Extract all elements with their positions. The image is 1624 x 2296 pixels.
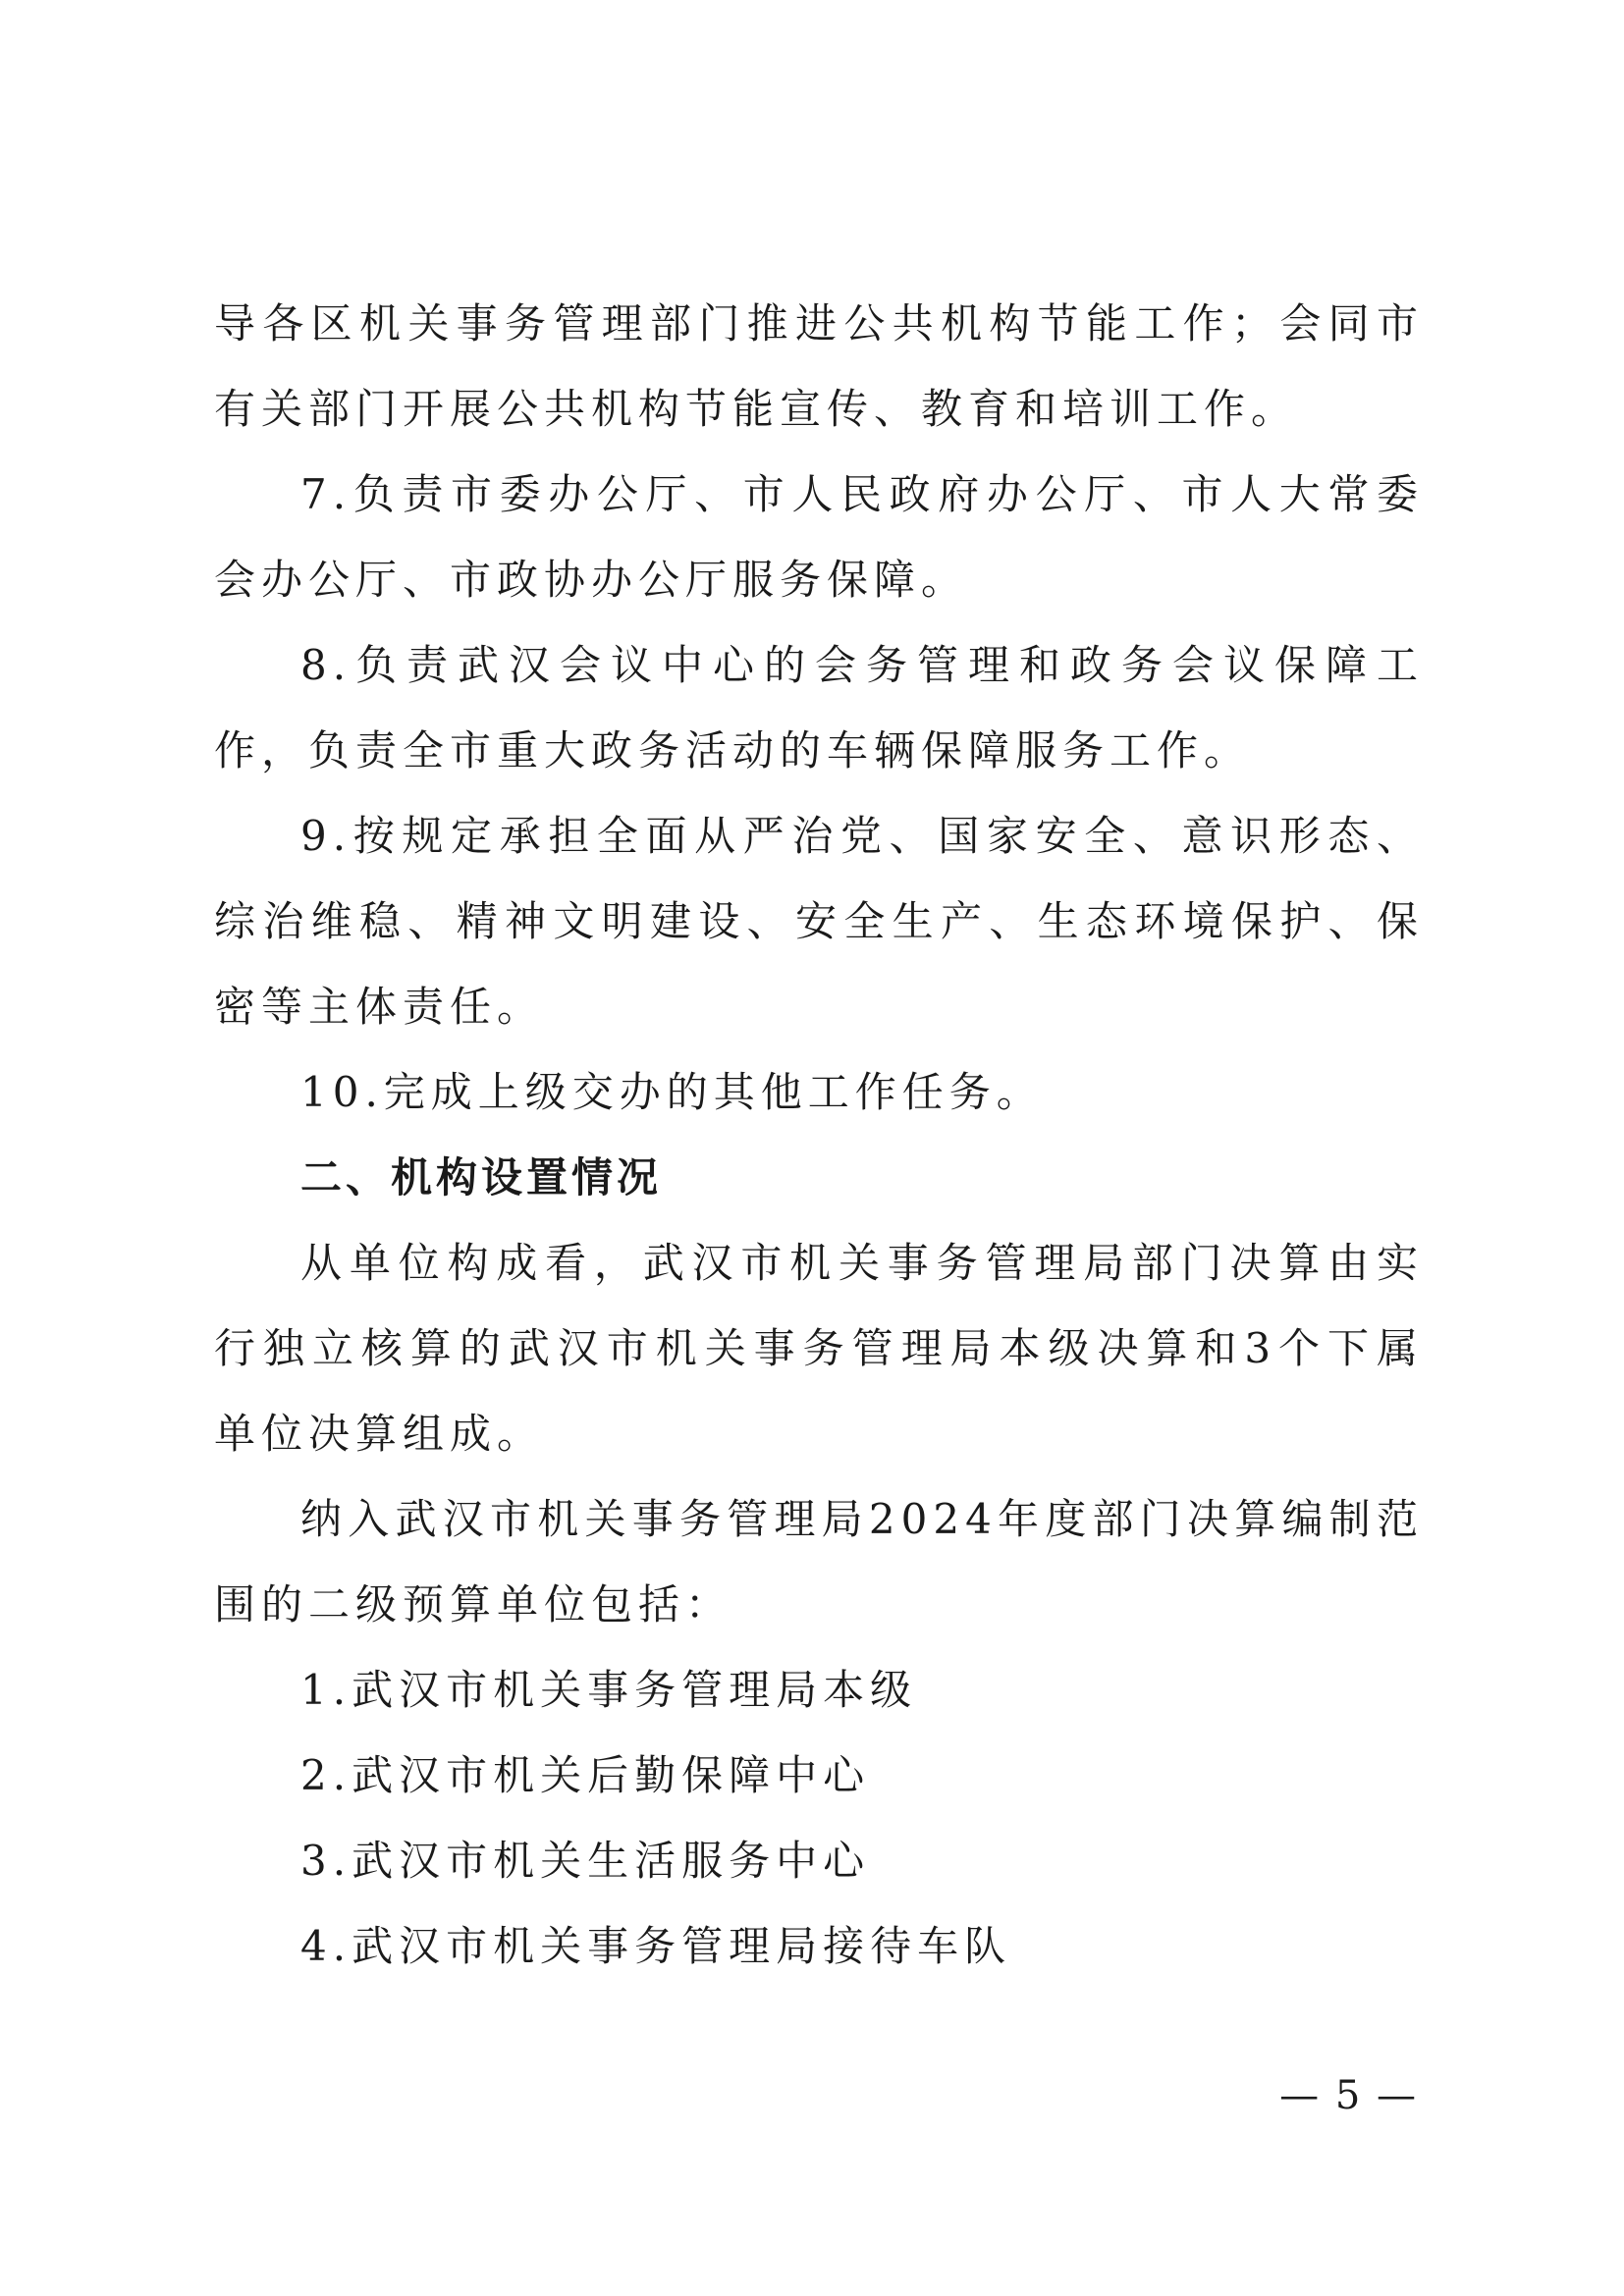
paragraph-continuation: 导各区机关事务管理部门推进公共机构节能工作；会同市有关部门开展公共机构节能宣传、教育和培训工作。	[214, 299, 1424, 433]
paragraph-item-9: 9.按规定承担全面从严治党、国家安全、意识形态、综治维稳、精神文明建设、安全生产、生态环境保护、保密等主体责任。	[214, 812, 1424, 1031]
paragraph-item-8: 8.负责武汉会议中心的会务管理和政务会议保障工作，负责全市重大政务活动的车辆保障服务工作。	[214, 641, 1424, 774]
unit-list-item: 2.武汉市机关后勤保障中心	[300, 1751, 871, 1799]
paragraph-intro: 从单位构成看，武汉市机关事务管理局部门决算由实行独立核算的武汉市机关事务管理局本级决算和3个下属单位决算组成。	[214, 1239, 1424, 1458]
page-number: — 5 —	[1279, 2073, 1418, 2118]
document-body	[214, 281, 1424, 1989]
unit-list-item: 1.武汉市机关事务管理局本级	[300, 1666, 918, 1714]
unit-list-item: 3.武汉市机关生活服务中心	[300, 1837, 871, 1885]
unit-list-item: 4.武汉市机关事务管理局接待车队	[300, 1922, 1012, 1970]
paragraph-item-7: 7.负责市委办公厅、市人民政府办公厅、市人大常委会办公厅、市政协办公厅服务保障。	[214, 470, 1424, 604]
section-heading: 二、机构设置情况	[300, 1153, 663, 1201]
paragraph-item-10: 10.完成上级交办的其他工作任务。	[300, 1068, 1044, 1116]
paragraph-scope: 纳入武汉市机关事务管理局2024年度部门决算编制范围的二级预算单位包括：	[214, 1495, 1424, 1629]
